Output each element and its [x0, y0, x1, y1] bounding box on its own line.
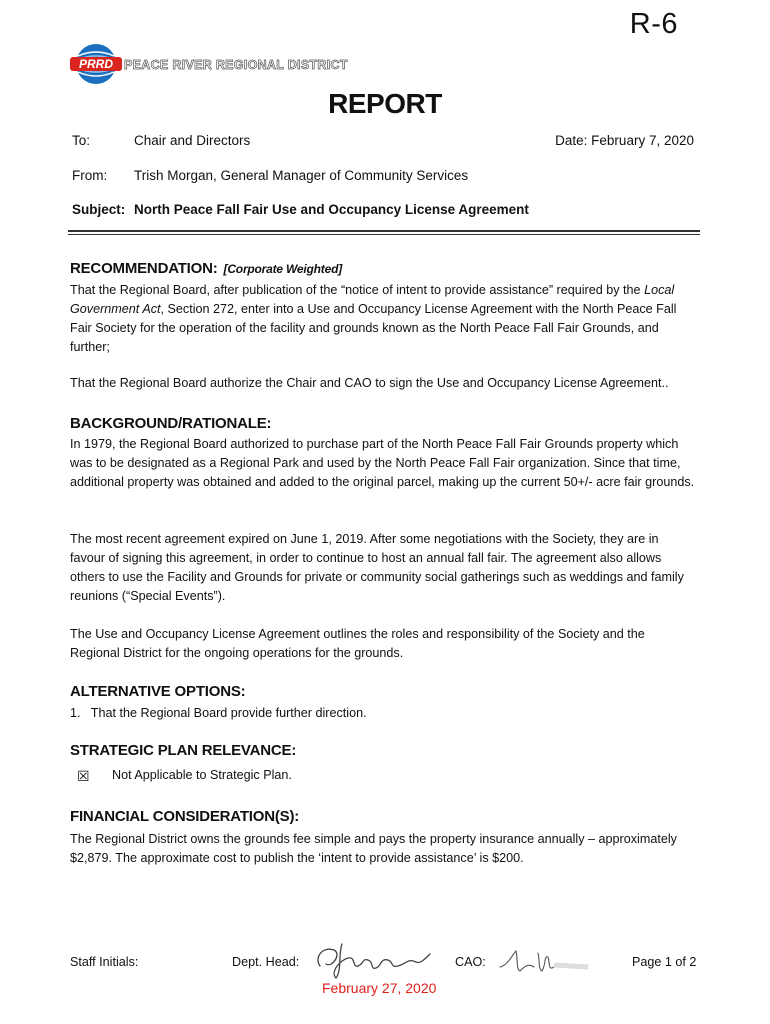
financial-heading: FINANCIAL CONSIDERATION(S): — [70, 808, 300, 825]
dept-head-label: Dept. Head: — [232, 955, 300, 969]
recommendation-heading-text: RECOMMENDATION: — [70, 260, 218, 277]
to-value: Chair and Directors — [134, 133, 251, 148]
subject-label: Subject: — [72, 202, 126, 217]
staff-initials-label: Staff Initials: — [70, 955, 139, 969]
cao-label: CAO: — [455, 955, 486, 969]
strategic-item: Not Applicable to Strategic Plan. — [112, 768, 292, 782]
rec-p1-before: That the Regional Board, after publication of the “notice of intent to provide assistance” required by the — [70, 283, 645, 297]
recommendation-note: [Corporate Weighted] — [223, 262, 342, 276]
strategic-checkbox[interactable]: ☒ — [77, 768, 90, 784]
background-paragraph-1: In 1979, the Regional Board authorized to purchase part of the North Peace Fall Fair Grounds property which was to be designated as a Regional Park and used by the North Peace Fall Fair organization. Since that time, additional property was obtained and added to the original parcel, making up the current 50+/- acre fair grounds. — [70, 437, 695, 489]
rec-p1-after: , Section 272, enter into a Use and Occupancy License Agreement with the North Peace Fall Fair Society for the operation of the facility and grounds known as the North Peace Fall Fair Grounds, and further; — [70, 302, 677, 354]
signature-date-stamp: February 27, 2020 — [322, 980, 437, 996]
logo-abbrev: PRRD — [78, 57, 114, 71]
to-label: To: — [72, 133, 91, 148]
background-heading: BACKGROUND/RATIONALE: — [70, 415, 272, 432]
dept-head-signature — [312, 938, 442, 980]
header-divider-thin — [68, 234, 700, 235]
strategic-heading: STRATEGIC PLAN RELEVANCE: — [70, 742, 297, 759]
subject-value: North Peace Fall Fair Use and Occupancy License Agreement — [134, 202, 529, 217]
page-number: Page 1 of 2 — [632, 955, 697, 969]
rec-p1-italic: Local Government Act — [70, 283, 675, 316]
background-paragraph-3: The Use and Occupancy License Agreement outlines the roles and responsibility of the Society and the Regional District for the ongoing operations for the grounds. — [70, 627, 645, 660]
from-label: From: — [72, 168, 108, 183]
alternative-option-1: 1. That the Regional Board provide further direction. — [70, 706, 367, 720]
logo-name: PEACE RIVER REGIONAL DISTRICT — [124, 58, 348, 72]
recommendation-paragraph-1 — [70, 281, 696, 357]
alternatives-heading: ALTERNATIVE OPTIONS: — [70, 683, 246, 700]
financial-paragraph: The Regional District owns the grounds fee simple and pays the property insurance annually – approximately $2,879. The approximate cost to publish the ‘intent to provide assistance’ is $200. — [70, 832, 677, 865]
from-value: Trish Morgan, General Manager of Community Services — [134, 168, 469, 183]
recommendation-paragraph-2: That the Regional Board authorize the Chair and CAO to sign the Use and Occupancy License Agreement.. — [70, 376, 669, 390]
recommendation-heading — [70, 260, 342, 277]
header-divider — [68, 230, 700, 232]
report-date: Date: February 7, 2020 — [555, 133, 694, 148]
document-id: R-6 — [629, 8, 678, 40]
report-title: REPORT — [328, 88, 442, 119]
cao-signature — [498, 945, 590, 977]
background-paragraph-2: The most recent agreement expired on June 1, 2019. After some negotiations with the Society, they are in favour of signing this agreement, in order to continue to host an annual fall fair. The agreement also allows others to use the Facility and Grounds for private or community social gatherings such as weddings and family reunions (“Special Events”). — [70, 532, 684, 603]
